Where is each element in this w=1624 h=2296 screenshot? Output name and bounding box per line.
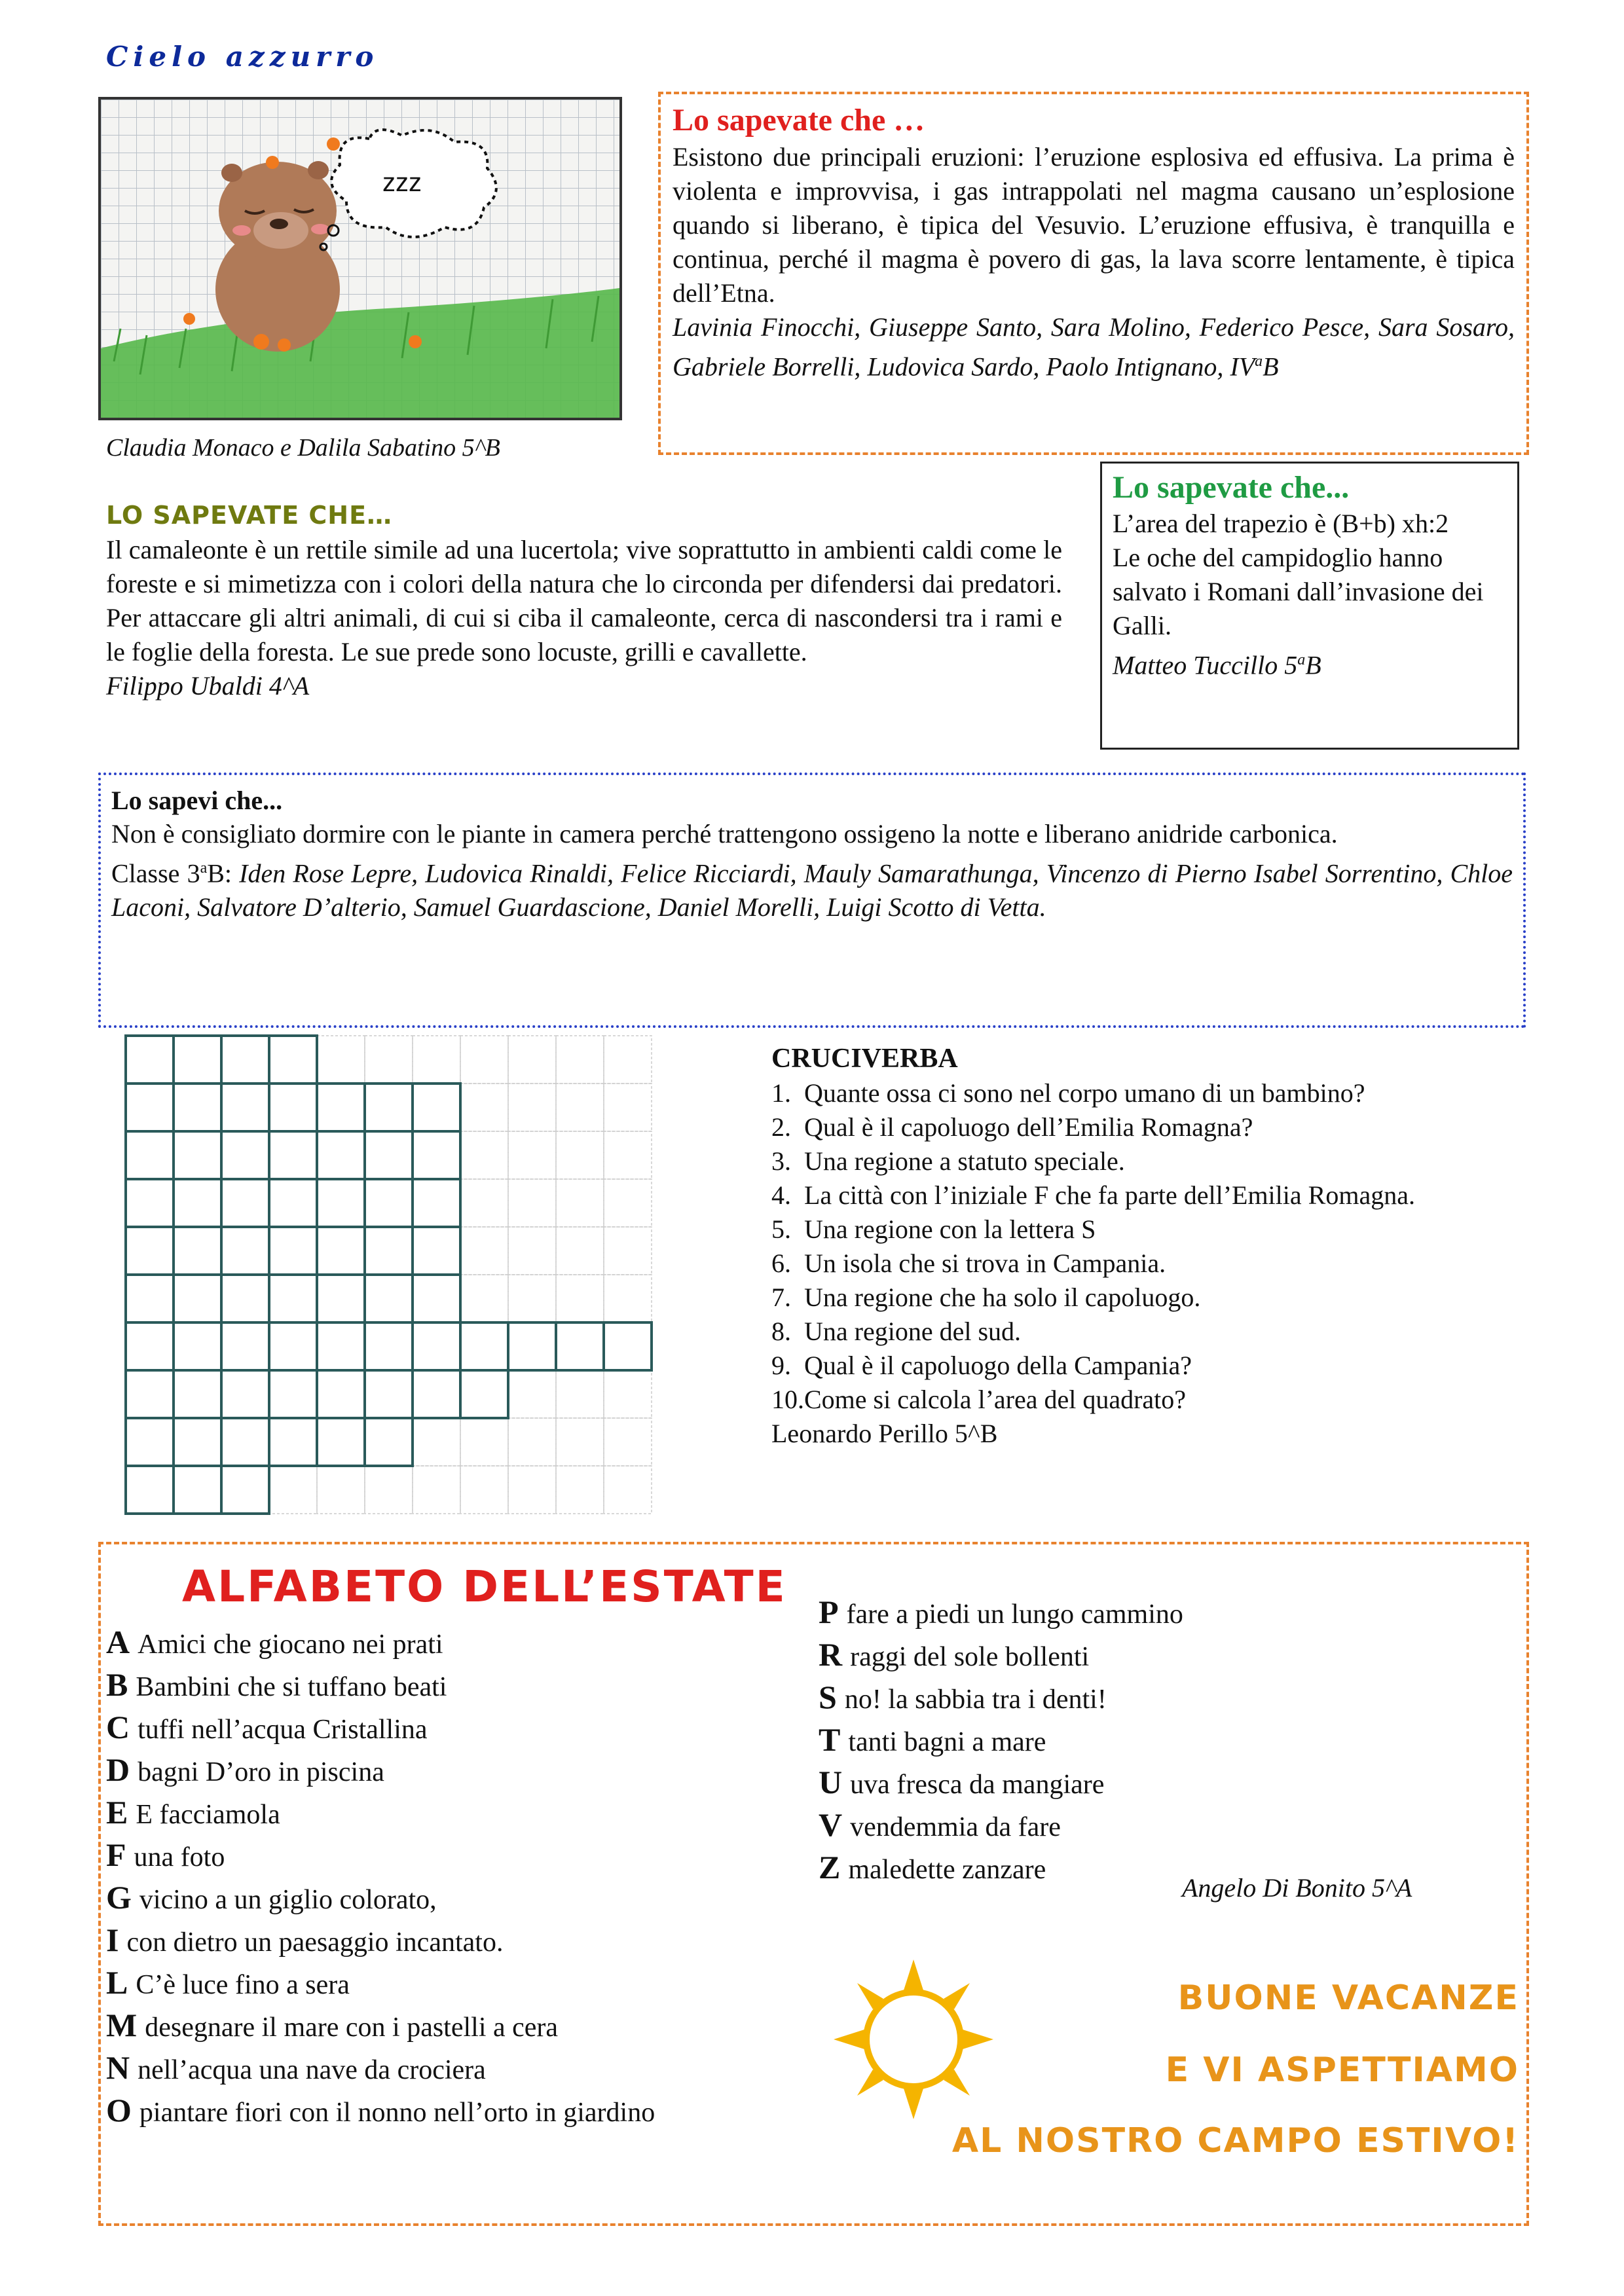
alfabeto-letter: P bbox=[819, 1594, 839, 1630]
crossword-cell[interactable] bbox=[221, 1322, 269, 1370]
alfabeto-text: bagni D’oro in piscina bbox=[138, 1757, 384, 1787]
crossword-cell[interactable] bbox=[413, 1322, 460, 1370]
grid-guide-cell bbox=[556, 1275, 604, 1322]
crossword-cell[interactable] bbox=[269, 1370, 317, 1418]
crossword-cell[interactable] bbox=[174, 1275, 221, 1322]
grid-guide-cell bbox=[604, 1370, 652, 1418]
crossword-clue bbox=[771, 1383, 1531, 1417]
grid-guide-cell bbox=[604, 1036, 652, 1084]
crossword-cell[interactable] bbox=[317, 1227, 365, 1275]
alfabeto-letter: G bbox=[106, 1879, 132, 1916]
grid-guide-cell bbox=[317, 1466, 365, 1514]
alfabeto-text: Bambini che si tuffano beati bbox=[136, 1672, 447, 1702]
grid-guide-cell bbox=[508, 1084, 556, 1131]
crossword-clue-number: 6. bbox=[771, 1248, 791, 1278]
alfabeto-left-column bbox=[106, 1622, 655, 2133]
box-trapezio-line1: L’area del trapezio è (B+b) xh:2 bbox=[1113, 509, 1449, 538]
crossword-cell[interactable] bbox=[460, 1322, 508, 1370]
crossword-grid bbox=[124, 1034, 714, 1532]
crossword-cell[interactable] bbox=[365, 1275, 413, 1322]
alfabeto-row bbox=[106, 1963, 655, 2005]
box-piante-text: Non è consigliato dormire con le piante in camera perché trattengono ossigeno la notte e liberano anidride carbonica. bbox=[111, 819, 1338, 848]
crossword-cell[interactable] bbox=[174, 1418, 221, 1466]
crossword-cell[interactable] bbox=[460, 1370, 508, 1418]
crossword-cell[interactable] bbox=[221, 1418, 269, 1466]
alfabeto-row bbox=[106, 1920, 655, 1963]
crossword-cell[interactable] bbox=[126, 1036, 174, 1084]
alfabeto-row bbox=[819, 1720, 1183, 1762]
alfabeto-letter: C bbox=[106, 1709, 130, 1745]
alfabeto-letter: R bbox=[819, 1636, 843, 1673]
crossword-clue-text: Una regione con la lettera S bbox=[804, 1214, 1096, 1244]
alfabeto-letter: S bbox=[819, 1679, 837, 1715]
crossword-cell[interactable] bbox=[365, 1131, 413, 1179]
alfabeto-title: ALFABETO DELL’ESTATE bbox=[182, 1561, 787, 1612]
grid-guide-cell bbox=[508, 1179, 556, 1227]
alfabeto-letter: O bbox=[106, 2092, 132, 2128]
crossword-cell[interactable] bbox=[413, 1131, 460, 1179]
grid-guide-cell bbox=[508, 1275, 556, 1322]
crossword-clue bbox=[771, 1349, 1531, 1383]
drawing-caption: Claudia Monaco e Dalila Sabatino 5^B bbox=[106, 434, 500, 462]
box-piante bbox=[98, 773, 1526, 1028]
box-eruzioni bbox=[658, 92, 1529, 455]
alfabeto-letter: F bbox=[106, 1836, 126, 1873]
crossword-clue-text: Una regione che ha solo il capoluogo. bbox=[804, 1283, 1201, 1312]
crossword-cell[interactable] bbox=[269, 1131, 317, 1179]
crossword-clue-number: 5. bbox=[771, 1214, 791, 1244]
box-trapezio-author: Matteo Tuccillo 5$^a$B bbox=[1113, 650, 1321, 680]
crossword-cell[interactable] bbox=[174, 1131, 221, 1179]
crossword-cell[interactable] bbox=[174, 1227, 221, 1275]
crossword-cell[interactable] bbox=[221, 1036, 269, 1084]
alfabeto-letter: D bbox=[106, 1751, 130, 1788]
crossword-clue-number: 7. bbox=[771, 1283, 791, 1312]
alfabeto-text: tanti bagni a mare bbox=[848, 1727, 1046, 1757]
box-eruzioni-text: Esistono due principali eruzioni: l’eruzione esplosiva ed effusiva. La prima è violenta e improvvisa, i gas intrappolati nel magma causano un’esplosione quando si liberano, è tipica del Vesuvio. L’eruzione effusiva, è tranquilla e continua, perché il magma è povero di gas, la lava scorre lentamente, è tipica dell’Etna. bbox=[673, 142, 1515, 308]
box-eruzioni-heading: Lo sapevate che … bbox=[673, 103, 925, 137]
crossword-cell[interactable] bbox=[269, 1084, 317, 1131]
crossword-cell[interactable] bbox=[317, 1084, 365, 1131]
alfabeto-letter: U bbox=[819, 1764, 843, 1800]
alfabeto-text: vicino a un giglio colorato, bbox=[139, 1885, 437, 1915]
grid-guide-cell bbox=[508, 1036, 556, 1084]
alfabeto-row bbox=[106, 1835, 655, 1878]
alfabeto-letter: L bbox=[106, 1964, 128, 2001]
crossword-cell[interactable] bbox=[317, 1322, 365, 1370]
alfabeto-text: vendemmia da fare bbox=[850, 1812, 1061, 1842]
grid-cells bbox=[126, 1036, 652, 1514]
crossword-clue bbox=[771, 1144, 1531, 1178]
thought-text: zzz bbox=[382, 168, 422, 197]
alfabeto-row bbox=[106, 1622, 655, 1665]
alfabeto-letter: Z bbox=[819, 1849, 841, 1886]
crossword-cell[interactable] bbox=[365, 1370, 413, 1418]
grid-guide-cell bbox=[460, 1227, 508, 1275]
box-trapezio-line2: Le oche del campidoglio hanno salvato i Romani dall’invasione dei Galli. bbox=[1113, 543, 1484, 640]
crossword-clue-text: La città con l’iniziale F che fa parte dell’Emilia Romagna. bbox=[804, 1180, 1415, 1210]
grid-guide-cell bbox=[556, 1466, 604, 1514]
crossword-clue-number: 4. bbox=[771, 1180, 791, 1210]
farewell-line1: BUONE VACANZE bbox=[1177, 1978, 1519, 2018]
crossword-cell[interactable] bbox=[174, 1466, 221, 1514]
grid-guide-cell bbox=[508, 1466, 556, 1514]
alfabeto-letter: E bbox=[106, 1794, 128, 1831]
crossword-cell[interactable] bbox=[413, 1227, 460, 1275]
crossword-clue-text: Una regione del sud. bbox=[804, 1317, 1022, 1346]
crossword-clue-number: 3. bbox=[771, 1146, 791, 1176]
crossword-cell[interactable] bbox=[221, 1084, 269, 1131]
alfabeto-text: maledette zanzare bbox=[848, 1855, 1046, 1885]
camaleonte-author: Filippo Ubaldi 4^A bbox=[106, 671, 310, 701]
crossword-cell[interactable] bbox=[269, 1036, 317, 1084]
crossword-clue-text: Qual è il capoluogo della Campania? bbox=[804, 1351, 1192, 1380]
grid-guide-cell bbox=[460, 1275, 508, 1322]
grid-guide-cell bbox=[604, 1131, 652, 1179]
farewell-line2: E VI ASPETTIAMO bbox=[1165, 2050, 1519, 2090]
grid-guide-cell bbox=[413, 1466, 460, 1514]
crossword-cell[interactable] bbox=[413, 1275, 460, 1322]
alfabeto-row bbox=[819, 1592, 1183, 1635]
alfabeto-letter: B bbox=[106, 1666, 128, 1703]
crossword-clue-number: 1. bbox=[771, 1078, 791, 1108]
crossword-cell[interactable] bbox=[126, 1418, 174, 1466]
grid-guide-cell bbox=[604, 1227, 652, 1275]
alfabeto-row bbox=[106, 1750, 655, 1793]
crossword-cell[interactable] bbox=[413, 1179, 460, 1227]
crossword-clue-text: Qual è il capoluogo dell’Emilia Romagna? bbox=[804, 1112, 1253, 1142]
crossword-cell[interactable] bbox=[126, 1275, 174, 1322]
grid-guide-cell bbox=[556, 1084, 604, 1131]
crossword-cell[interactable] bbox=[174, 1084, 221, 1131]
grid-guide-cell bbox=[604, 1179, 652, 1227]
crossword-clue-number: 9. bbox=[771, 1351, 791, 1380]
grid-guide-cell bbox=[365, 1036, 413, 1084]
crossword-clue bbox=[771, 1076, 1531, 1110]
alfabeto-row bbox=[819, 1848, 1183, 1890]
crossword-cell[interactable] bbox=[126, 1131, 174, 1179]
crossword-clue bbox=[771, 1247, 1531, 1281]
crossword-cell[interactable] bbox=[221, 1275, 269, 1322]
crossword-clue bbox=[771, 1110, 1531, 1144]
grid-guide-cell bbox=[460, 1418, 508, 1466]
crossword-cell[interactable] bbox=[317, 1131, 365, 1179]
grid-guide-cell bbox=[460, 1036, 508, 1084]
box-trapezio-heading: Lo sapevate che... bbox=[1113, 470, 1350, 505]
crossword-cell[interactable] bbox=[365, 1179, 413, 1227]
crossword-cell[interactable] bbox=[269, 1275, 317, 1322]
alfabeto-letter: I bbox=[106, 1922, 119, 1958]
crossword-cell[interactable] bbox=[269, 1322, 317, 1370]
crossword-cell[interactable] bbox=[126, 1370, 174, 1418]
capybara-illustration bbox=[101, 100, 619, 418]
crossword-clue bbox=[771, 1178, 1531, 1212]
grid-guide-cell bbox=[556, 1370, 604, 1418]
alfabeto-row bbox=[106, 2048, 655, 2090]
alfabeto-row bbox=[819, 1635, 1183, 1677]
grid-guide-cell bbox=[556, 1131, 604, 1179]
grid-guide-cell bbox=[269, 1466, 317, 1514]
grid-guide-cell bbox=[460, 1131, 508, 1179]
crossword-cell[interactable] bbox=[413, 1084, 460, 1131]
crossword-cell[interactable] bbox=[126, 1322, 174, 1370]
grid-guide-cell bbox=[508, 1131, 556, 1179]
crossword-cell[interactable] bbox=[126, 1466, 174, 1514]
crossword-cell[interactable] bbox=[126, 1179, 174, 1227]
grid-guide-cell bbox=[556, 1179, 604, 1227]
grid-guide-cell bbox=[556, 1418, 604, 1466]
box-trapezio bbox=[1100, 462, 1519, 750]
grid-guide-cell bbox=[460, 1466, 508, 1514]
alfabeto-text: tuffi nell’acqua Cristallina bbox=[138, 1715, 428, 1745]
crossword-cell[interactable] bbox=[126, 1227, 174, 1275]
box-piante-heading: Lo sapevi che... bbox=[111, 786, 283, 815]
grid-guide-cell bbox=[604, 1466, 652, 1514]
box-piante-authors: Classe 3$^a$B: Iden Rose Lepre, Ludovica Rinaldi, Felice Ricciardi, Mauly Samarathunga, Vincenzo di Pierno Isabel Sorrentino, Chloe Laconi, Salvatore D’alterio, Samuel Guardascione, Daniel Morelli, Luigi Scotto di Vetta. bbox=[111, 858, 1513, 922]
crossword-cell[interactable] bbox=[221, 1131, 269, 1179]
grid-guide-cell bbox=[604, 1418, 652, 1466]
crossword-cell[interactable] bbox=[365, 1418, 413, 1466]
alfabeto-text: desegnare il mare con i pastelli a cera bbox=[145, 2013, 559, 2043]
alfabeto-row bbox=[106, 1707, 655, 1750]
alfabeto-row bbox=[106, 1878, 655, 1920]
alfabeto-text: fare a piedi un lungo cammino bbox=[846, 1599, 1183, 1630]
crossword-clue-number: 8. bbox=[771, 1317, 791, 1346]
crossword-cell[interactable] bbox=[556, 1322, 604, 1370]
alfabeto-text: no! la sabbia tra i denti! bbox=[844, 1685, 1107, 1715]
crossword-clue bbox=[771, 1212, 1531, 1247]
alfabeto-row bbox=[819, 1677, 1183, 1720]
grid-guide-cell bbox=[413, 1418, 460, 1466]
crossword-cell[interactable] bbox=[508, 1322, 556, 1370]
alfabeto-row bbox=[819, 1805, 1183, 1848]
crossword-cell[interactable] bbox=[269, 1418, 317, 1466]
crossword-cell[interactable] bbox=[365, 1084, 413, 1131]
grid-guide-cell bbox=[365, 1466, 413, 1514]
crossword-cell[interactable] bbox=[221, 1370, 269, 1418]
capybara-drawing bbox=[98, 97, 622, 420]
box-eruzioni-authors: Lavinia Finocchi, Giuseppe Santo, Sara Molino, Federico Pesce, Sara Sosaro, Gabriele Borrelli, Ludovica Sardo, Paolo Intignano, $IV^aB$ bbox=[673, 312, 1515, 382]
crossword-cell[interactable] bbox=[221, 1466, 269, 1514]
crossword-title: CRUCIVERBA bbox=[771, 1044, 958, 1074]
section-camaleonte bbox=[106, 498, 1062, 703]
crossword-cell[interactable] bbox=[365, 1322, 413, 1370]
crossword-clue-list bbox=[771, 1076, 1531, 1417]
alfabeto-letter: A bbox=[106, 1624, 130, 1660]
grid-guide-cell bbox=[508, 1227, 556, 1275]
alfabeto-letter: N bbox=[106, 2049, 130, 2086]
crossword-clue bbox=[771, 1315, 1531, 1349]
alfabeto-row bbox=[106, 1665, 655, 1707]
alfabeto-letter: T bbox=[819, 1721, 841, 1758]
camaleonte-heading: LO SAPEVATE CHE… bbox=[106, 501, 393, 530]
crossword-cell[interactable] bbox=[269, 1227, 317, 1275]
crossword-cell[interactable] bbox=[174, 1036, 221, 1084]
crossword-clue-number: 10. bbox=[771, 1385, 804, 1414]
crossword-cell[interactable] bbox=[174, 1370, 221, 1418]
crossword-clue bbox=[771, 1281, 1531, 1315]
alfabeto-row bbox=[819, 1762, 1183, 1805]
crossword-clue-text: Una regione a statuto speciale. bbox=[804, 1146, 1125, 1176]
crossword-cell[interactable] bbox=[174, 1179, 221, 1227]
alfabeto-text: una foto bbox=[134, 1842, 225, 1872]
crossword-cell[interactable] bbox=[604, 1322, 652, 1370]
alfabeto-row bbox=[106, 2005, 655, 2048]
alfabeto-text: piantare fiori con il nonno nell’orto in giardino bbox=[139, 2098, 655, 2128]
camaleonte-text: Il camaleonte è un rettile simile ad una lucertola; vive soprattutto in ambienti caldi come le foreste e si mimetizza con i colori della natura che lo circonda per difendersi dai predatori. Per attaccare gli altri animali, di cui si ciba il camaleonte, cerca di nascondersi tra i rami e le foglie della foresta. Le sue prede sono locuste, grilli e cavallette. bbox=[106, 535, 1062, 666]
crossword-cell[interactable] bbox=[269, 1179, 317, 1227]
crossword-cell[interactable] bbox=[317, 1179, 365, 1227]
crossword-cell[interactable] bbox=[317, 1418, 365, 1466]
alfabeto-row bbox=[106, 1793, 655, 1835]
grid-guide-cell bbox=[604, 1084, 652, 1131]
crossword-author: Leonardo Perillo 5^B bbox=[771, 1419, 998, 1448]
crossword-clue-text: Quante ossa ci sono nel corpo umano di un bambino? bbox=[804, 1078, 1365, 1108]
crossword-clue-text: Un isola che si trova in Campania. bbox=[804, 1248, 1166, 1278]
crossword-cell[interactable] bbox=[413, 1370, 460, 1418]
page-header-title: Cielo azzurro bbox=[106, 41, 379, 73]
alfabeto-text: uva fresca da mangiare bbox=[850, 1770, 1105, 1800]
grid-guide-cell bbox=[460, 1179, 508, 1227]
grid-guide-cell bbox=[556, 1036, 604, 1084]
crossword-clue-text: Come si calcola l’area del quadrato? bbox=[804, 1385, 1187, 1414]
grid-guide-cell bbox=[508, 1418, 556, 1466]
crossword-cell[interactable] bbox=[317, 1370, 365, 1418]
crossword-cell[interactable] bbox=[126, 1084, 174, 1131]
alfabeto-text: con dietro un paesaggio incantato. bbox=[126, 1927, 504, 1958]
alfabeto-row bbox=[106, 2090, 655, 2133]
alfabeto-letter: V bbox=[819, 1806, 843, 1843]
alfabeto-text: nell’acqua una nave da crociera bbox=[138, 2055, 486, 2085]
grid-guide-cell bbox=[317, 1036, 365, 1084]
alfabeto-text: raggi del sole bollenti bbox=[850, 1642, 1090, 1672]
crossword-cell[interactable] bbox=[221, 1179, 269, 1227]
farewell-line3: AL NOSTRO CAMPO ESTIVO! bbox=[951, 2121, 1519, 2160]
sun-icon bbox=[828, 1954, 999, 2124]
grid-guide-cell bbox=[413, 1036, 460, 1084]
alfabeto-text: E facciamola bbox=[136, 1800, 280, 1830]
crossword-cell[interactable] bbox=[221, 1227, 269, 1275]
alfabeto-letter: M bbox=[106, 2007, 138, 2043]
crossword-cell[interactable] bbox=[365, 1227, 413, 1275]
grid-guide-cell bbox=[460, 1084, 508, 1131]
grid-guide-cell bbox=[556, 1227, 604, 1275]
grid-guide-cell bbox=[508, 1370, 556, 1418]
crossword-cell[interactable] bbox=[174, 1322, 221, 1370]
crossword-cell[interactable] bbox=[317, 1275, 365, 1322]
crossword-clue-number: 2. bbox=[771, 1112, 791, 1142]
alfabeto-text: C’è luce fino a sera bbox=[136, 1970, 350, 2000]
alfabeto-author: Angelo Di Bonito 5^A bbox=[1182, 1873, 1412, 1903]
alfabeto-text: Amici che giocano nei prati bbox=[138, 1630, 443, 1660]
grid-guide-cell bbox=[604, 1275, 652, 1322]
alfabeto-right-column bbox=[819, 1592, 1183, 1890]
crossword-clues bbox=[771, 1041, 1531, 1451]
